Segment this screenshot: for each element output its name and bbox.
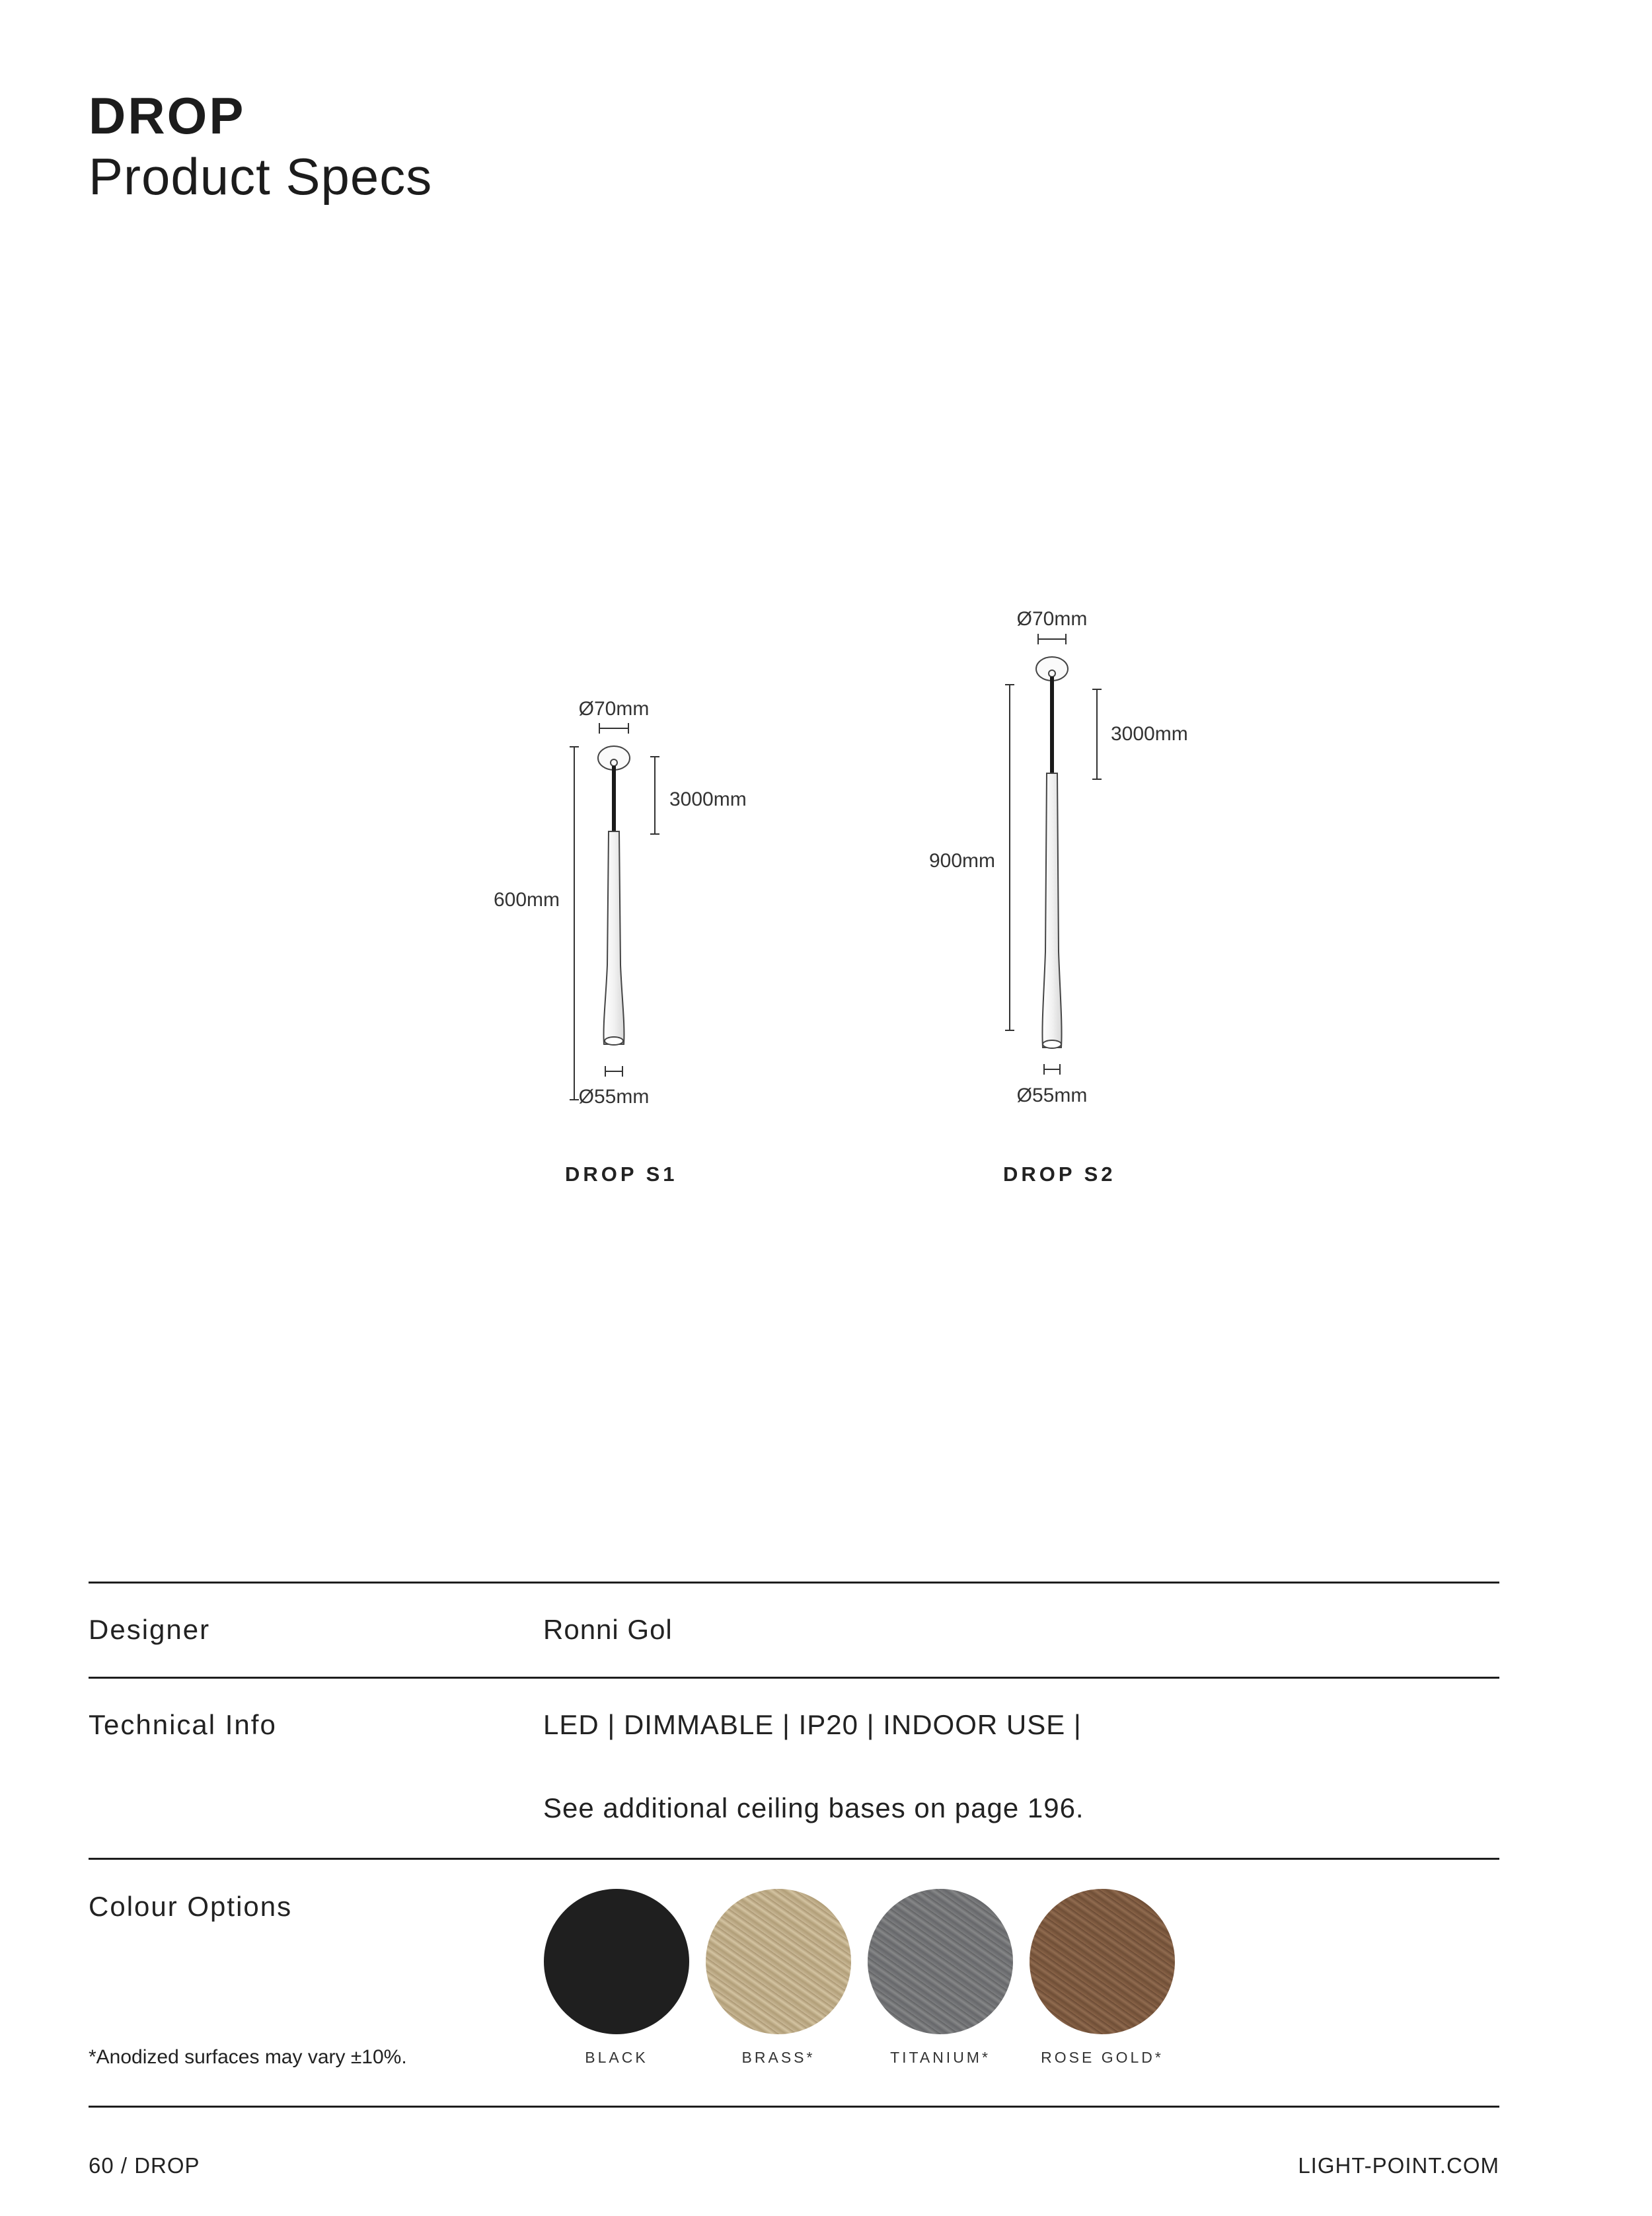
ceiling-bases-note: See additional ceiling bases on page 196.: [543, 1792, 1084, 1823]
drop-s2-height-dim: [1005, 685, 1014, 1030]
drop-s2-cable-dim: [1092, 689, 1102, 779]
designer-value: Ronni Gol: [543, 1614, 673, 1645]
drop-s1-shade-diameter: Ø55mm: [578, 1086, 650, 1108]
drop-s1-canopy-dim: [599, 723, 628, 734]
drop-s1-cable-dim: [650, 757, 659, 834]
drop-s1-shade-dim: [605, 1066, 622, 1077]
spec-divider-top: [89, 1582, 1499, 1584]
technical-info-label: Technical Info: [89, 1709, 277, 1740]
drop-s2-canopy-diameter: Ø70mm: [1016, 608, 1088, 630]
drop-s1-drawing: [494, 698, 747, 1108]
drop-s1-height-dim: [570, 747, 579, 1100]
drop-s2-cable-length: 3000mm: [1111, 723, 1188, 745]
swatch-rose-gold: [1030, 1889, 1175, 2034]
drop-s2-shade-diameter: Ø55mm: [1016, 1085, 1088, 1106]
drop-s1-canopy-diameter: Ø70mm: [578, 698, 650, 720]
swatch-label-brass: BRASS*: [741, 2049, 815, 2066]
spec-divider: [89, 1858, 1499, 1860]
drop-s2-height: 900mm: [928, 850, 995, 872]
spec-divider: [89, 1677, 1499, 1679]
anodized-note: *Anodized surfaces may vary ±10%.: [89, 2046, 407, 2068]
swatch-brass: [706, 1889, 851, 2034]
colour-options-label: Colour Options: [89, 1891, 293, 1922]
swatch-titanium: [868, 1889, 1013, 2034]
designer-label: Designer: [89, 1614, 211, 1645]
drop-s2-shade-dim: [1044, 1064, 1060, 1075]
drop-s2-canopy-dim: [1038, 634, 1066, 644]
swatch-black: [544, 1889, 689, 2034]
technical-info-value: LED | DIMMABLE | IP20 | INDOOR USE |: [543, 1709, 1082, 1740]
drop-s1-height: 600mm: [493, 889, 560, 911]
page-subtitle: Product Specs: [89, 147, 433, 206]
product-title: DROP: [89, 87, 246, 145]
spec-divider-bottom: [89, 2106, 1499, 2108]
drop-s2-drawing: [929, 608, 1188, 1106]
swatch-label-black: BLACK: [585, 2049, 648, 2066]
drop-s2-label: DROP S2: [1003, 1163, 1116, 1186]
swatch-label-titanium: TITANIUM*: [890, 2049, 991, 2066]
drop-s1-shade: [604, 831, 624, 1044]
page-number: 60 / DROP: [89, 2153, 200, 2178]
drop-s1-cable-length: 3000mm: [669, 788, 747, 810]
drop-s1-label: DROP S1: [565, 1163, 678, 1186]
drop-s2-shade: [1042, 773, 1061, 1048]
website-link[interactable]: LIGHT-POINT.COM: [1298, 2153, 1499, 2178]
swatch-label-rose-gold: ROSE GOLD*: [1041, 2049, 1164, 2066]
